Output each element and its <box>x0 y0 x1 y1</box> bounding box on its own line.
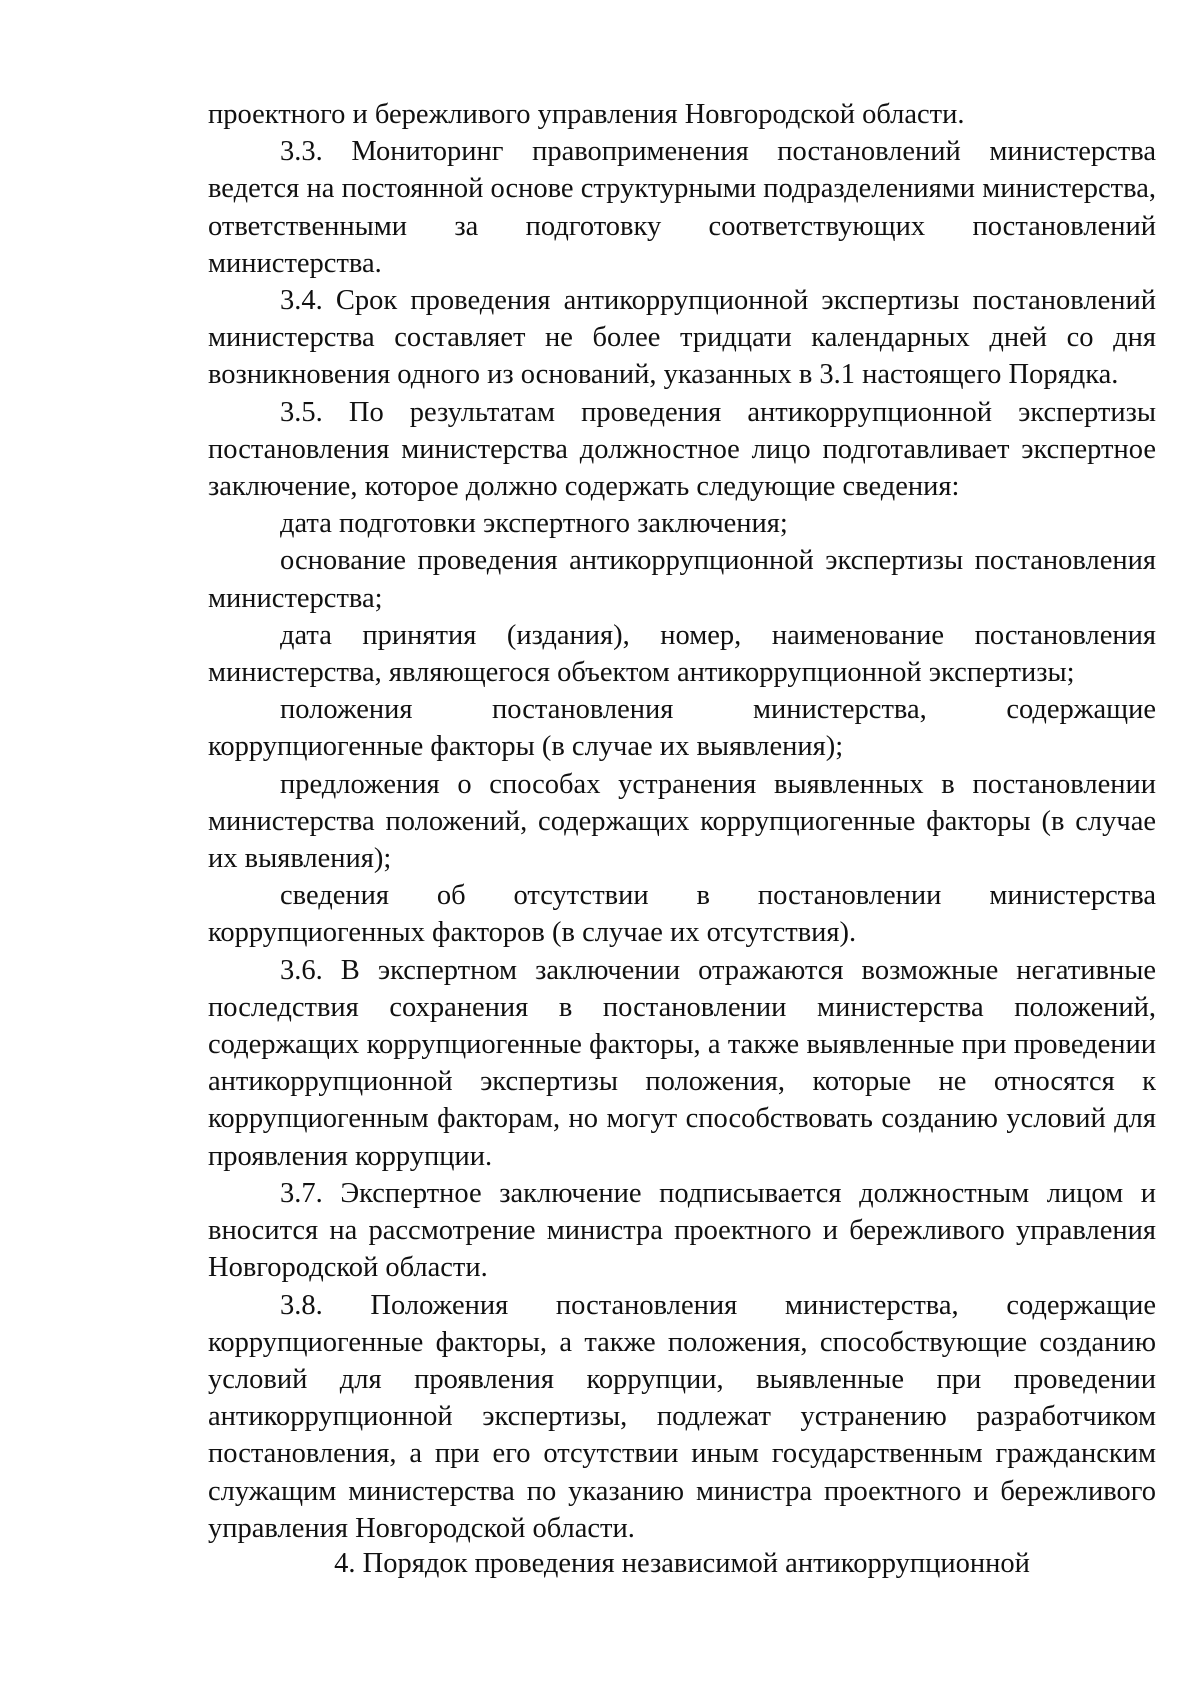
section-heading: 4. Порядок проведения независимой антикоррупционной <box>334 1548 1030 1579</box>
paragraph-continuation: проектного и бережливого управления Новгородской области. <box>208 99 965 130</box>
list-item-provisions: положения постановления министерства, содержащие коррупциогенные факторы (в случае их выявления); <box>208 694 1156 763</box>
list-item-absence: сведения об отсутствии в постановлении министерства коррупциогенных факторов (в случае их отсутствия). <box>208 880 1156 949</box>
list-item-act-details: дата принятия (издания), номер, наименование постановления министерства, являющегося объектом антикоррупционной экспертизы; <box>208 619 1156 689</box>
paragraph-3-4: 3.4. Срок проведения антикоррупционной экспертизы постановлений министерства составляет не более тридцати календарных дней со дня возникновения одного из оснований, указанных в 3.1 настоящего Порядка. <box>208 285 1156 391</box>
paragraph-3-6: 3.6. В экспертном заключении отражаются возможные негативные последствия сохранения в постановлении министерства положений, содержащих коррупциогенные факторы, а также выявленные при проведении антикоррупционной экспертизы положения, которые не относятся к коррупциогенным факторам, но могут способствовать созданию условий для проявления коррупции. <box>208 954 1156 1172</box>
paragraph-3-3: 3.3. Мониторинг правоприменения постановлений министерства ведется на постоянной основе структурными подразделениями министерства, ответственными за подготовку соответствующих постановлений министерства. <box>208 136 1156 279</box>
list-item-basis: основание проведения антикоррупционной экспертизы постановления министерства; <box>208 545 1156 614</box>
paragraph-3-7: 3.7. Экспертное заключение подписывается должностным лицом и вносится на рассмотрение министра проектного и бережливого управления Новгородской области. <box>208 1177 1156 1284</box>
list-item-date: дата подготовки экспертного заключения; <box>280 508 788 540</box>
list-item-proposals: предложения о способах устранения выявленных в постановлении министерства положений, содержащих коррупциогенные факторы (в случае их выявления); <box>208 768 1156 875</box>
document-body <box>208 96 1156 1547</box>
paragraph-3-5: 3.5. По результатам проведения антикоррупционной экспертизы постановления министерства должностное лицо подготавливает экспертное заключение, которое должно содержать следующие сведения: <box>208 396 1156 503</box>
paragraph-3-8: 3.8. Положения постановления министерства, содержащие коррупциогенные факторы, а также положения, способствующие созданию условий для проявления коррупции, выявленные при проведении антикоррупционной экспертизы, подлежат устранению разработчиком постановления, а при его отсутствии иным государственным гражданским служащим министерства по указанию министра проектного и бережливого управления Новгородской области. <box>208 1289 1156 1544</box>
